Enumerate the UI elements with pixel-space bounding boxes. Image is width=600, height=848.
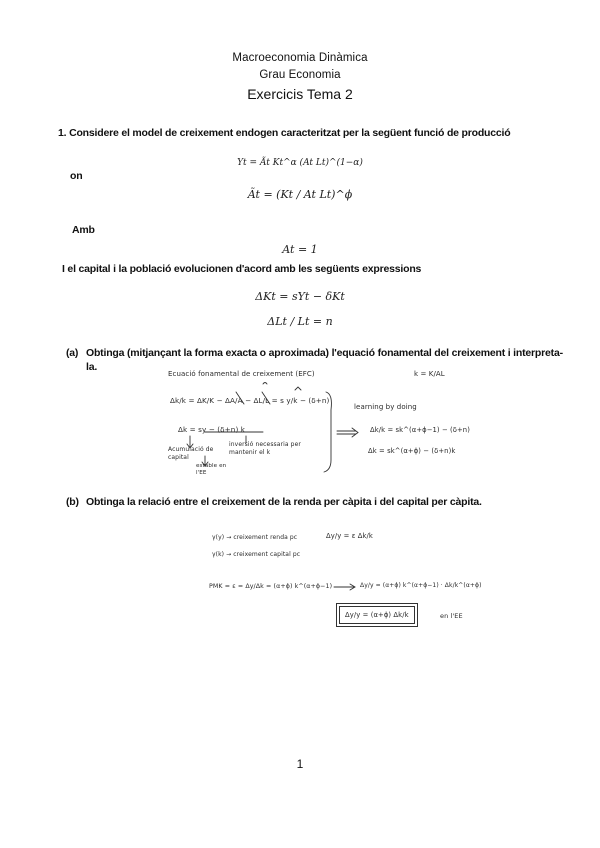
course-title: Macroeconomia Dinàmica bbox=[232, 52, 368, 64]
hw-b-line1-formula: Δy/y = ε Δk/k bbox=[326, 532, 373, 540]
hw-b-line1: γ(y) → creixement renda pc bbox=[212, 534, 298, 541]
hw-growth-equation: Δk/k = ΔK/K − ΔA/A − ΔL/L = s y/k − (δ+n) bbox=[170, 396, 330, 405]
exercise-1-statement: 1. Considere el model de creixement endogen caracteritzat per la següent funció de producció bbox=[58, 127, 511, 139]
part-b-label: (b) bbox=[66, 496, 79, 508]
hw-learning-by-doing: learning by doing bbox=[354, 403, 417, 411]
hw-b-pmk: PMK = ε = Δy/Δk = (α+ϕ) k^(α+ϕ−1) bbox=[209, 583, 333, 590]
page-title: Exercicis Tema 2 bbox=[247, 86, 353, 102]
hw-b-result-mid: Δy/y = (α+ϕ) k^(α+ϕ−1) · Δk/k^(α+ϕ) bbox=[360, 582, 482, 589]
hw-k-definition: k = K/AL bbox=[414, 370, 445, 378]
hw-b-arrow bbox=[334, 584, 355, 590]
hw-b-line2: γ(k) → creixement capital pc bbox=[212, 551, 301, 558]
hw-efc-title: Ecuació fonamental de creixement (EFC) bbox=[168, 370, 315, 378]
capital-equation: ΔKt = sYt − δKt bbox=[255, 290, 345, 303]
hw-note-stable: estable en l'EE bbox=[196, 463, 227, 476]
amb-label: Amb bbox=[72, 224, 95, 236]
part-a-text-line1: Obtinga (mitjançant la forma exacta o aproximada) l'equació fonamental del creixement i interpreta- bbox=[86, 347, 563, 359]
page-number: 1 bbox=[296, 757, 304, 771]
evolution-text: I el capital i la població evolucionen d'acord amb les següents expressions bbox=[62, 263, 422, 275]
degree-title: Grau Economia bbox=[259, 69, 341, 81]
hw-result-1: Δk/k = sk^(α+ϕ−1) − (δ+n) bbox=[370, 426, 470, 434]
hw-capital-accumulation: Δk = sy − (δ+n) k bbox=[178, 425, 245, 434]
at-equation: At = 1 bbox=[282, 243, 318, 256]
hw-note-accumulation: Acumulació de capital bbox=[168, 446, 214, 461]
part-a-label: (a) bbox=[66, 347, 79, 359]
population-equation: ΔLt / Lt = n bbox=[267, 315, 333, 328]
on-label: on bbox=[70, 170, 83, 182]
hw-note-investment: inversió necessaria per mantenir el k bbox=[229, 441, 301, 456]
part-a-text-line2: la. bbox=[86, 361, 98, 373]
tfp-equation-text: Ãt = (Kt / At Lt)^ϕ bbox=[247, 188, 353, 201]
production-function-equation: Yt = Ãt Kt^α (At Lt)^(1−α) bbox=[237, 158, 363, 168]
hw-result-2: Δk = sk^(α+ϕ) − (δ+n)k bbox=[368, 447, 456, 455]
hw-b-suffix: en l'EE bbox=[440, 612, 463, 620]
part-b-text: Obtinga la relació entre el creixement de la renda per càpita i del capital per càpita. bbox=[86, 496, 482, 508]
hw-b-boxed-result: Δy/y = (α+ϕ) Δk/k bbox=[339, 606, 415, 624]
